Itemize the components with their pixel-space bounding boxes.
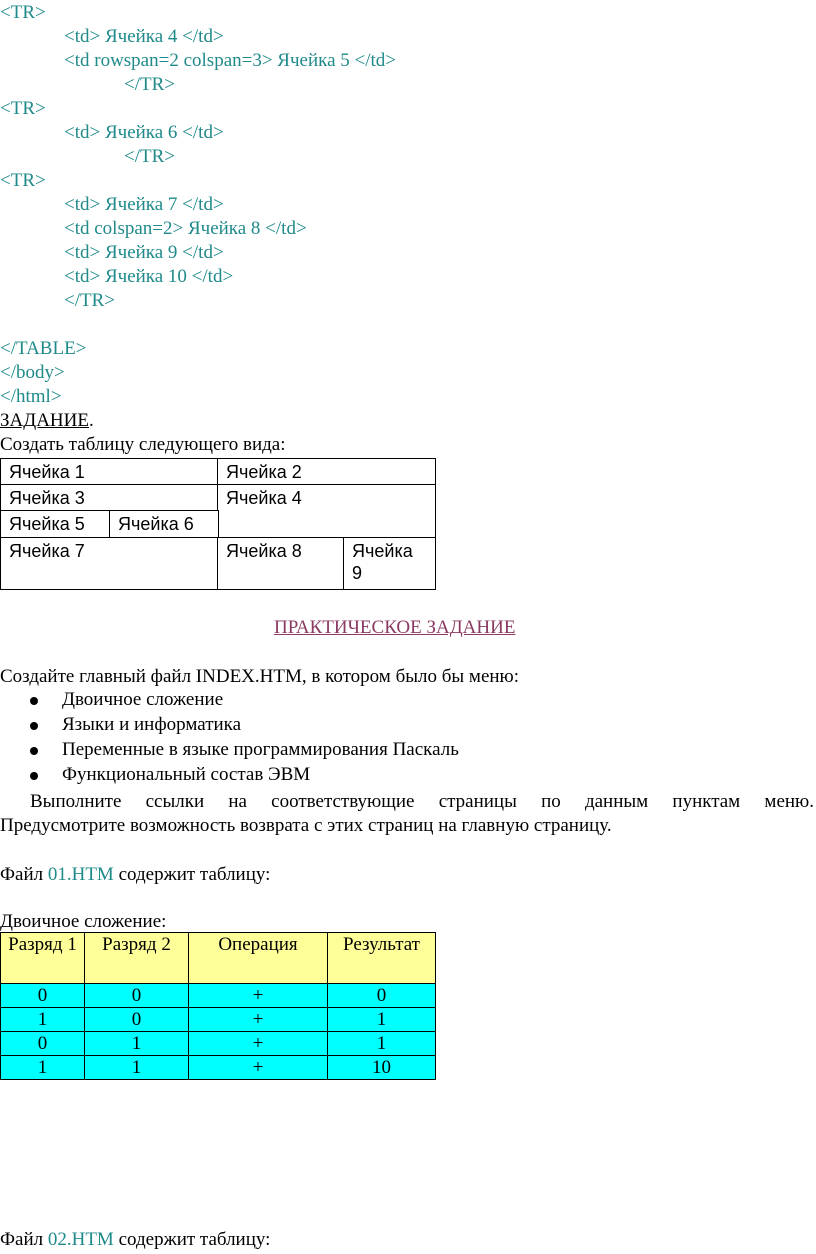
sample-cell-6: Ячейка 6 [109, 510, 219, 539]
table-cell: 0 [1, 1032, 85, 1056]
code-line: </TR> [124, 146, 175, 167]
table-cell: 1 [1, 1008, 85, 1032]
table-cell: + [189, 1056, 328, 1080]
sample-cell-9-line2: 9 [352, 563, 363, 583]
code-line: <td> Ячейка 9 </td> [64, 242, 224, 263]
sample-cell-3: Ячейка 3 [0, 484, 219, 512]
menu-item: Языки и информатика [62, 714, 242, 735]
code-line: <td> Ячейка 10 </td> [64, 266, 234, 287]
code-line: <TR> [0, 170, 46, 191]
sample-cell-7: Ячейка 7 [0, 537, 219, 590]
code-line: </html> [0, 386, 62, 407]
table-cell: 1 [1, 1056, 85, 1080]
sample-table [0, 458, 436, 590]
table-header-row [1, 933, 436, 984]
table-cell: + [189, 1008, 328, 1032]
practical-intro: Создайте главный файл INDEX.HTM, в котором было бы меню: [0, 666, 520, 687]
table-row [1, 1008, 436, 1032]
code-line: </TR> [64, 290, 115, 311]
binary-addition-table [0, 932, 436, 1080]
table-row [1, 1056, 436, 1080]
file1-suffix: содержит таблицу: [113, 864, 271, 885]
sample-cell-1: Ячейка 1 [0, 458, 219, 486]
code-line: <td> Ячейка 7 </td> [64, 194, 224, 215]
sample-cell-4: Ячейка 4 [217, 484, 436, 539]
table-cell: 1 [328, 1032, 436, 1056]
practical-title[interactable]: ПРАКТИЧЕСКОЕ ЗАДАНИЕ [274, 617, 516, 638]
file2-name: 02.HTM [47, 1229, 114, 1250]
bullet-icon [30, 697, 38, 705]
task-heading-text: ЗАДАНИЕ [0, 410, 89, 431]
code-line: </TABLE> [0, 338, 87, 359]
code-line: <td rowspan=2 colspan=3> Ячейка 5 </td> [64, 50, 396, 71]
header-cell: Операция [189, 933, 328, 984]
header-cell: Разряд 1 [1, 933, 85, 984]
task-heading [0, 410, 94, 432]
code-line: <td> Ячейка 4 </td> [64, 26, 224, 47]
code-line: <td> Ячейка 6 </td> [64, 122, 224, 143]
code-line: </body> [0, 362, 65, 383]
file1-line [0, 864, 270, 886]
menu-item: Переменные в языке программирования Паскаль [62, 739, 459, 760]
file2-prefix: Файл [0, 1229, 48, 1250]
table-row [1, 984, 436, 1008]
sample-cell-8: Ячейка 8 [217, 537, 345, 590]
practical-paragraph-line2: Предусмотрите возможность возврата с этих страниц на главную страницу. [0, 815, 612, 836]
file1-caption: Двоичное сложение: [0, 911, 167, 932]
sample-cell-9-line1: Ячейка [352, 541, 413, 561]
table-cell: + [189, 984, 328, 1008]
table-cell: 1 [328, 1008, 436, 1032]
file2-line [0, 1229, 270, 1251]
table-cell: 0 [328, 984, 436, 1008]
code-line: <td colspan=2> Ячейка 8 </td> [64, 218, 307, 239]
header-cell: Разряд 2 [85, 933, 189, 984]
table-cell: 0 [1, 984, 85, 1008]
menu-item: Двоичное сложение [62, 689, 224, 710]
file2-suffix: содержит таблицу: [113, 1229, 271, 1250]
table-cell: + [189, 1032, 328, 1056]
task-instruction: Создать таблицу следующего вида: [0, 434, 286, 455]
table-cell: 10 [328, 1056, 436, 1080]
table-cell: 1 [85, 1032, 189, 1056]
file1-name: 01.HTM [47, 864, 114, 885]
file1-prefix: Файл [0, 864, 48, 885]
sample-cell-9 [343, 537, 436, 590]
sample-cell-5: Ячейка 5 [0, 510, 111, 539]
task-heading-dot: . [88, 410, 94, 431]
code-line: <TR> [0, 2, 46, 23]
bullet-icon [30, 772, 38, 780]
header-cell: Результат [328, 933, 436, 984]
table-row [1, 1032, 436, 1056]
table-cell: 0 [85, 984, 189, 1008]
code-line: <TR> [0, 98, 46, 119]
practical-paragraph-line1: Выполните ссылки на соответствующие страницы по данным пунктам меню. [30, 791, 814, 812]
table-cell: 1 [85, 1056, 189, 1080]
code-line: </TR> [124, 74, 175, 95]
menu-item: Функциональный состав ЭВМ [62, 764, 311, 785]
sample-cell-2: Ячейка 2 [217, 458, 436, 486]
table-cell: 0 [85, 1008, 189, 1032]
bullet-icon [30, 722, 38, 730]
bullet-icon [30, 747, 38, 755]
